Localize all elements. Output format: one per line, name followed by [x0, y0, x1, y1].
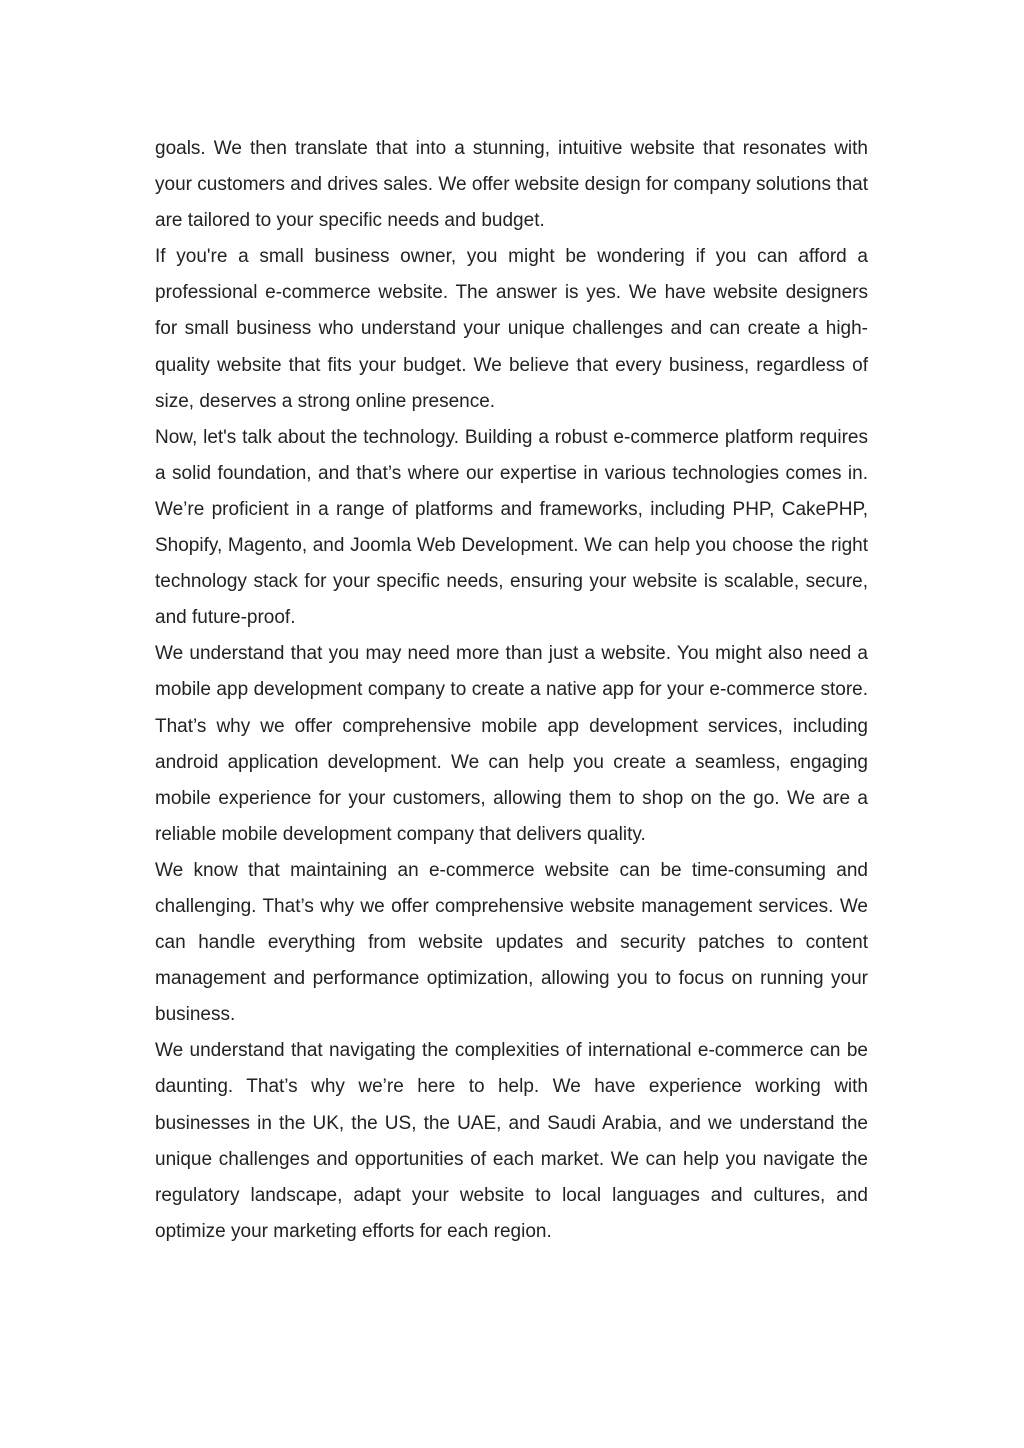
paragraph-international: We understand that navigating the complexities of international e-commerce can be daunting. That’s why we’re here to help. We have experience working with businesses in the UK, the US, the UAE, and Saudi Arabia, and we understand the unique challenges and opportunities of each market. We can help you navigate the regulatory landscape, adapt your website to local languages and cultures, and optimize your marketing efforts for each region.	[155, 1040, 868, 1242]
paragraph-goals: goals. We then translate that into a stunning, intuitive website that resonates with your customers and drives sales. We offer website design for company solutions that are tailored to your specific needs and budget.	[155, 138, 868, 232]
paragraph-website-management: We know that maintaining an e-commerce website can be time-consuming and challenging. That’s why we offer comprehensive website management services. We can handle everything from website updates and security patches to content management and performance optimization, allowing you to focus on running your business.	[155, 859, 868, 1026]
document-page	[155, 131, 868, 1250]
paragraph-technology: Now, let's talk about the technology. Building a robust e-commerce platform requires a solid foundation, and that’s where our expertise in various technologies comes in. We’re proficient in a range of platforms and frameworks, including PHP, CakePHP, Shopify, Magento, and Joomla Web Development. We can help you choose the right technology stack for your specific needs, ensuring your website is scalable, secure, and future-proof.	[155, 426, 868, 629]
paragraph-mobile-app: We understand that you may need more than just a website. You might also need a mobile app development company to create a native app for your e-commerce store. That’s why we offer comprehensive mobile app development services, including android application development. We can help you create a seamless, engaging mobile experience for your customers, allowing them to shop on the go. We are a reliable mobile development company that delivers quality.	[155, 643, 868, 845]
paragraph-small-business: If you're a small business owner, you might be wondering if you can afford a professional e-commerce website. The answer is yes. We have website designers for small business who understand your unique challenges and can create a high-quality website that fits your budget. We believe that every business, regardless of size, deserves a strong online presence.	[155, 246, 868, 412]
